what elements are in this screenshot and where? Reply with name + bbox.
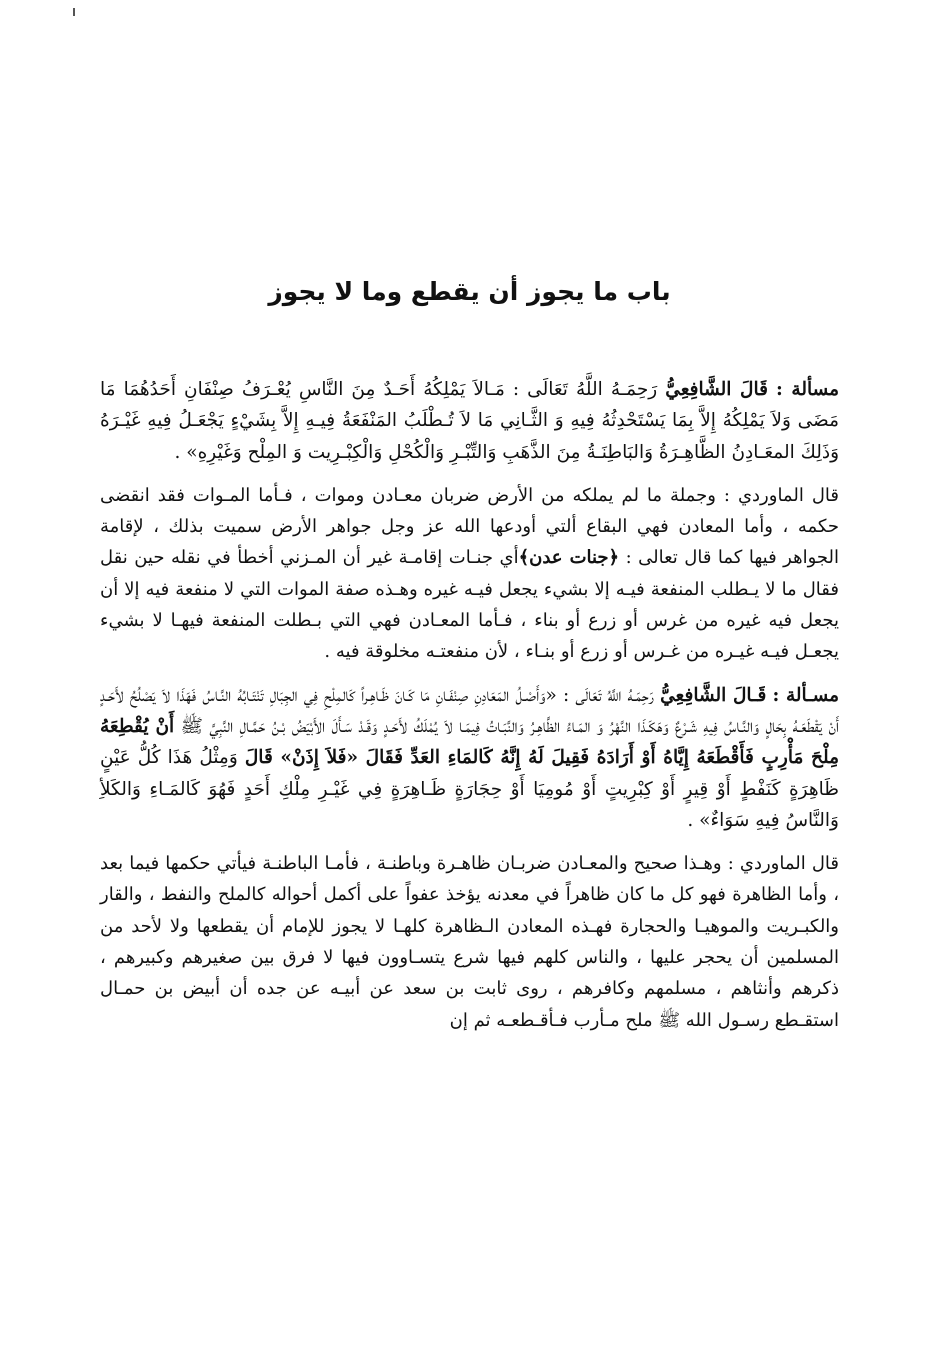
corner-tick-mark <box>73 8 75 16</box>
commentary-text: قال الماوردي : وهـذا صحيح والمعـادن ضربـان ظاهـرة وباطنـة ، فأمـا الباطنـة فيأتي حكمها فيما بعد ، وأما الظاهرة فهو كل ما كان ظاهراً في معدنه يؤخذ عفواً على أكمل أحواله كالملح والنفط ، والقار والكبـريت والموهيـا والحجارة فهـذه المعادن الـظاهرة كلهـا لا يجوز للإمام أن يقطعها ولا لأحد من المسلمين أن يحجر عليها ، والناس كلهم فيها شرع يتسـاوون فيها لا فرق بين صغيرهم وكبيرهم ، ذكرهم وأنثاهم ، مسلمهم وكافرهم ، روى ثابت بن سعد عن أبيـه عن جده أن أبيض بن حمـال استقـطع رسـول الله ﷺ ملح مـأرب فـأقـطعـه ثم إن <box>100 853 839 1031</box>
speaker-shafii: قَالَ الشَّافِعِيُّ <box>665 379 768 400</box>
masala-label: مسألة : <box>775 379 839 400</box>
quran-quote: ﴿جنات عدن﴾ <box>518 547 620 569</box>
masala-label: مسـألة : <box>772 684 840 706</box>
commentary-text-part-a: قال الماوردي : وجملة ما لم يملكه من الأرض ضربان معـادن وموات ، فـأما المـوات فقد انقضى حكمه ، وأما المعادن فهي البقاع ألتي أودعها الله عز وجل جواهر الأرض سميت بذلك ، لإقامة الجواهر فيها كما قال تعالى : <box>100 484 839 569</box>
masala-paragraph-2 <box>100 680 839 836</box>
commentary-paragraph-1 <box>100 480 839 668</box>
masala-text: رَحِمَـهُ اللَّهُ تَعَالَى : مَـالاَ يَمْلِكُهُ أَحَـدٌ مِنَ النَّاسِ يُعْـرَفُ صِنْفَانِ أَحَدُهُمَا مَا مَضَى وَلاَ يَمْلِكُهُ إِلاَّ بِمَا يَسْتَحْدِثُهُ فِيهِ وَ الثَّـانِي مَا لاَ تُـطْلَبُ المَنْفَعَةُ فِيـهِ إِلاَّ بِشَيْءٍ يَجْعَـلُ فِيهِ غَيْـرَهُ وَذَلِكَ المعَـادِنُ الظَّاهِـرَةُ وَالبَاطِنَـةُ مِنَ الذَّهَبِ وَالتِّبْـرِ وَالْكُحْلِ وَالْكِبْـرِيت وَ المِلْح وَغَيْرِهِ» . <box>100 379 839 463</box>
masala-text-part-b: وَمِثْلُ هَذَا كُلُّ عَيْنٍ ظَاهِرَةٍ كَنَفْطٍ أَوْ قِيرٍ أَوْ كِبْرِيتٍ أَوْ مُومِيَا أَوْ حِجَارَةٍ ظَـاهِرَةٍ فِي غَيْـرِ مِلْكِ أَحَدٍ فَهُوَ كَالمَـاءِ وَالكَلأِ وَالنَّاسُ فِيهِ سَوَاءٌ» . <box>100 747 839 831</box>
masala-paragraph-1 <box>100 374 839 468</box>
masala-emphasized-text: أَنْ يُقْطِعَهُ مِلْحَ مَأْرِبٍ فَأَقْطَعَهُ إِيَّاهُ أَوْ أَرَادَهُ فَقِيلَ لَهُ إِنَّهُ كَالمَاءِ العَدِّ فَقَالَ «فَلاَ إِذَنْ» قَالَ <box>100 715 839 769</box>
speaker-shafii: قَـالَ الشَّافِعِيُّ <box>660 684 767 706</box>
masala-text-part-a: رَحِمَـهُ اللَّهُ تَعَالَى : «وَأَصْـلُ المَعَادِنِ صِنْفَـانِ مَا كَـانَ ظَـاهِـراً كَالمِلْحِ فِي الجِبَالِ تَنْتَـابُهُ النَّـاسُ فَهَذَا لاَ يَصْلُحُ لأَحَـدٍ أَنْ يَقْطَعَـهُ بِحَالٍ وَالنَّـاسُ فِيهِ شَـرْعٌ وَهَكَـذَا النَّهْرُ وَ المَـاءُ الظَّاهِـرُ وَالنَّبَـاتُ فِيمَـا لاَ يُمْلَكُ لأَحَـدٍ وَقَـدْ سَـأَلَ الأَبْيَضُ بْـنُ حَمَّـالِ النَّبِيَّ ﷺ <box>100 684 839 737</box>
chapter-title: باب ما يجوز أن يقطع وما لا يجوز <box>268 277 671 306</box>
commentary-paragraph-2 <box>100 848 839 1036</box>
text-body <box>100 374 839 1036</box>
commentary-text-part-b: أي جنـات إقامـة غير أن المـزني أخطأ في نقله حين نقل فقال ما لا يـطلب المنفعة فيـه إلا بشيء يجعل فيـه غيره وهـذه صفة الموات التي لا منفعة فيه إلا أن يجعل فيه غيره من غرس أو زرع أو بناء ، فـأما المعـادن فهي التي بـطلت المنفعة فيهـا لا بشيء يجعـل فيـه غيـره من غـرس أو زرع أو بنـاء ، لأن منفعتـه مخلوقة فيه . <box>100 547 839 663</box>
